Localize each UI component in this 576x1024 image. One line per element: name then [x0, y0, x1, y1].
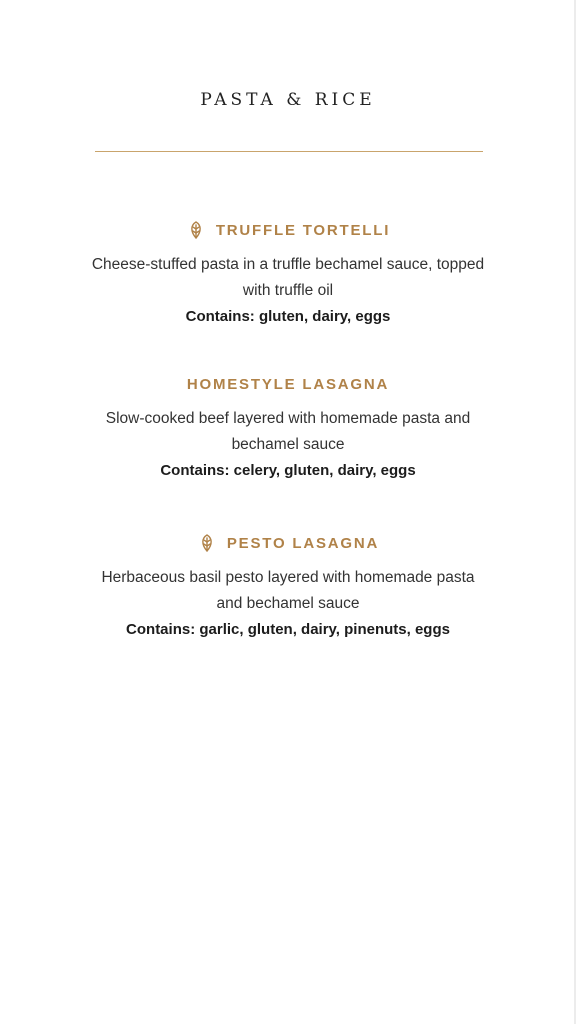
item-description: Slow-cooked beef layered with homemade pasta and bechamel sauce [105, 410, 471, 453]
item-allergens: Contains: gluten, dairy, eggs [185, 308, 391, 325]
menu-item-truffle-tortelli [0, 218, 576, 328]
item-description: Cheese-stuffed pasta in a truffle bechamel sauce, topped with truffle oil [91, 256, 485, 299]
menu-item-pesto-lasagna [0, 531, 576, 641]
item-heading [0, 218, 576, 242]
item-heading [0, 372, 576, 396]
menu-item-homestyle-lasagna [0, 372, 576, 482]
item-name: PESTO LASAGNA [226, 534, 380, 552]
item-allergens: Contains: celery, gluten, dairy, eggs [160, 462, 416, 479]
leaf-icon [186, 220, 206, 240]
item-heading [0, 531, 576, 555]
item-allergens: Contains: garlic, gluten, dairy, pinenuts, eggs [126, 621, 450, 638]
leaf-icon [197, 533, 217, 553]
item-description: Herbaceous basil pesto layered with homemade pasta and bechamel sauce [101, 569, 475, 612]
item-name: HOMESTYLE LASAGNA [186, 375, 390, 393]
item-name: TRUFFLE TORTELLI [215, 221, 391, 239]
section-divider [95, 151, 483, 152]
section-title: PASTA & RICE [200, 90, 376, 110]
